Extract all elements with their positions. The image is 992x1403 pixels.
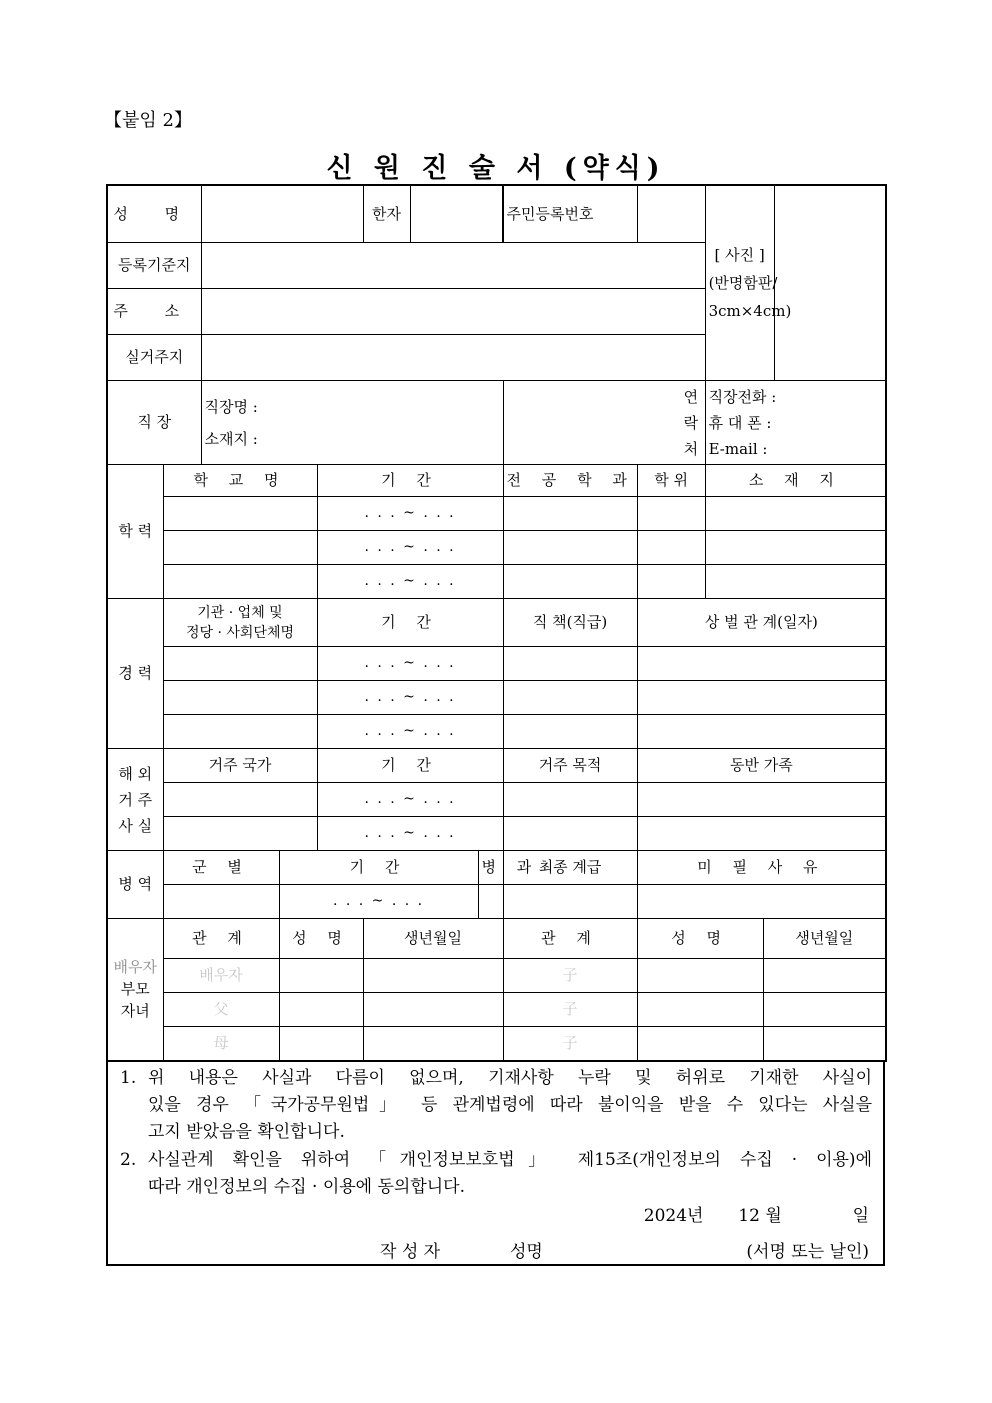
career-period-2[interactable]: . . . ~ . . . — [317, 681, 503, 715]
position-header: 직 책(직급) — [503, 599, 637, 647]
family-accompany-header: 동반 가족 — [637, 749, 886, 783]
branch-header: 군 별 — [163, 851, 279, 885]
table-row — [107, 497, 886, 531]
degree-header: 학 위 — [637, 465, 705, 497]
form-title: 신 원 진 술 서 (약식) — [326, 153, 666, 184]
workplace-label: 직 장 — [107, 381, 201, 465]
major-header: 전 공 학 과 — [503, 465, 637, 497]
sign-hint[interactable]: (서명 또는 날인) — [746, 1242, 869, 1262]
family-name-header-left: 성 명 — [279, 919, 363, 959]
contact-info-cell[interactable] — [705, 381, 886, 465]
hanja-label: 한자 — [364, 186, 411, 242]
table-row — [107, 959, 886, 993]
relation-spouse: 배우자 — [163, 959, 279, 993]
table-row — [107, 715, 886, 749]
military-period-1[interactable]: . . . ~ . . . — [279, 885, 478, 919]
work-phone-label: 직장전화 : — [708, 387, 777, 406]
purpose-header: 거주 목적 — [503, 749, 637, 783]
workplace-name-label: 직장명 : — [204, 397, 258, 416]
date-year: 2024년 — [643, 1206, 704, 1226]
relation-header-right: 관 계 — [503, 919, 637, 959]
rank-header: 최종 계급 — [503, 851, 637, 885]
writer-label: 작 성 자 — [380, 1242, 441, 1262]
name-label: 성 명 — [107, 185, 201, 243]
contact-label: 연 락 처 — [677, 381, 705, 465]
mobile-label: 휴 대 폰 : — [708, 413, 772, 432]
country-header: 거주 국가 — [163, 749, 317, 783]
photo-size-line2: 3cm×4cm) — [708, 302, 792, 321]
award-header: 상 벌 관 계(일자) — [637, 599, 886, 647]
table-row — [107, 565, 886, 599]
email-label: E-mail : — [708, 439, 768, 458]
overseas-period-2[interactable]: . . . ~ . . . — [317, 817, 503, 851]
relation-mother: 母 — [163, 1027, 279, 1061]
overseas-period-1[interactable]: . . . ~ . . . — [317, 783, 503, 817]
address-value-cell[interactable] — [201, 289, 763, 335]
table-row — [107, 817, 886, 851]
career-period-header: 기 간 — [317, 599, 503, 647]
table-row — [107, 783, 886, 817]
photo-size-line1: (반명함판/ — [708, 273, 778, 292]
date-day: 일 — [852, 1206, 869, 1226]
workplace-location-label: 소재지 : — [204, 429, 258, 448]
family-name-header-right: 성 명 — [637, 919, 763, 959]
relation-child-3: 子 — [503, 1027, 637, 1061]
note-1: 1. 위 내용은 사실과 다름이 없으며, 기재사항 누락 및 허위로 기재한 사실이 있을 경우 「국가공무원법」 등 관계법령에 따라 불이익을 받을 수 있다는 사실을 고지 받았음을 확인합니다. — [120, 1068, 872, 1142]
rrn-label: 주민등록번호 — [503, 185, 637, 243]
date-month: 12 월 — [738, 1206, 782, 1226]
statement-form-table — [106, 184, 887, 1062]
org-name-header: 기관 · 업체 및 정당 · 사회단체명 — [163, 599, 317, 647]
writer-name-label[interactable]: 성명 — [510, 1242, 543, 1262]
photo-label: [ 사진 ] — [714, 245, 765, 264]
birth-header-right: 생년월일 — [763, 919, 886, 959]
edu-period-header: 기 간 — [317, 465, 503, 497]
registry-label: 등록기준지 — [107, 243, 201, 289]
workplace-name-location-cell[interactable] — [201, 381, 503, 465]
career-period-1[interactable]: . . . ~ . . . — [317, 647, 503, 681]
edu-period-1[interactable]: . . . ~ . . . — [317, 497, 503, 531]
hanja-value-cell[interactable] — [410, 186, 502, 242]
date-line — [644, 1201, 869, 1226]
school-name-header: 학 교 명 — [163, 465, 317, 497]
overseas-label: 해 외 거 주 사 실 — [107, 749, 163, 851]
table-row — [107, 1027, 886, 1061]
table-row — [107, 647, 886, 681]
residence-value-cell[interactable] — [201, 335, 763, 381]
edu-period-2[interactable]: . . . ~ . . . — [317, 531, 503, 565]
relation-child-1: 子 — [503, 959, 637, 993]
note-2: 2. 사실관계 확인을 위하여 「개인정보보호법」 제15조(개인정보의 수집 · 이용)에 따라 개인정보의 수집 · 이용에 동의합니다. — [120, 1150, 872, 1197]
relation-child-2: 子 — [503, 993, 637, 1027]
specialty-header: 병 과 — [478, 851, 503, 885]
table-row — [107, 993, 886, 1027]
relation-father: 父 — [163, 993, 279, 1027]
attachment-label: 【붙임 2】 — [104, 110, 192, 131]
relation-header-left: 관 계 — [163, 919, 279, 959]
name-value-cell[interactable] — [201, 185, 363, 243]
family-label: 배우자 부모 자녀 — [107, 919, 163, 1061]
birth-header-left: 생년월일 — [363, 919, 503, 959]
exemption-header: 미 필 사 유 — [637, 851, 886, 885]
rrn-value-cell[interactable] — [637, 185, 705, 243]
career-label: 경 력 — [107, 599, 163, 749]
career-period-3[interactable]: . . . ~ . . . — [317, 715, 503, 749]
table-row — [107, 681, 886, 715]
overseas-period-header: 기 간 — [317, 749, 503, 783]
edu-period-3[interactable]: . . . ~ . . . — [317, 565, 503, 599]
table-row — [107, 531, 886, 565]
registry-value-cell[interactable] — [201, 243, 763, 289]
education-label: 학 력 — [107, 465, 163, 599]
military-period-header: 기 간 — [279, 851, 478, 885]
residence-label: 실거주지 — [107, 335, 201, 381]
military-label: 병 역 — [107, 851, 163, 919]
edu-location-header: 소 재 지 — [705, 465, 886, 497]
table-row — [107, 885, 886, 919]
address-label: 주 소 — [107, 289, 201, 335]
